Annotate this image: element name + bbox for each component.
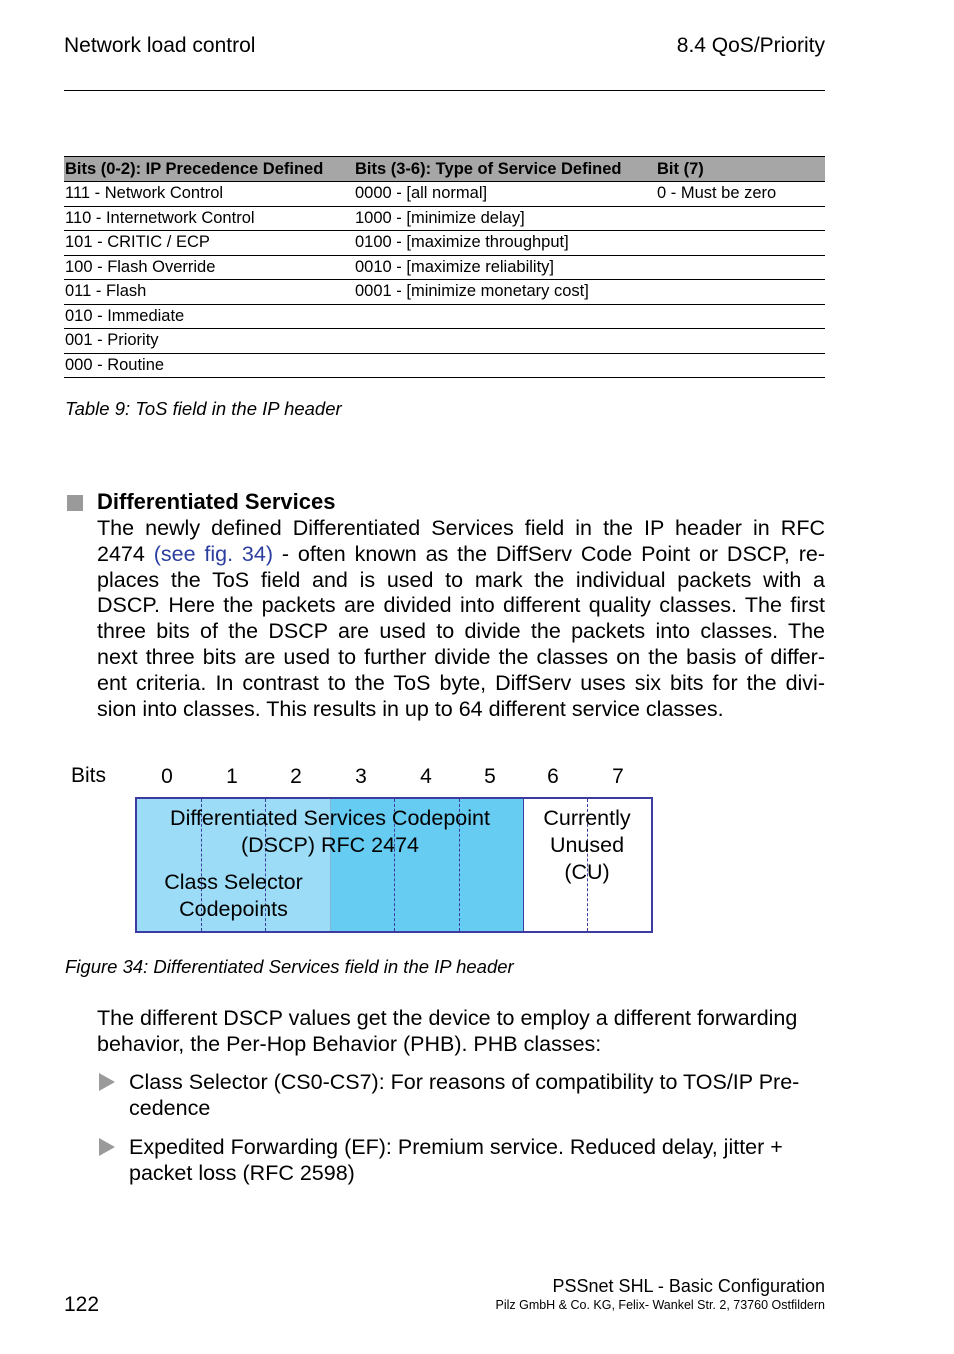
figure-link[interactable]: (see fig. 34) <box>153 541 274 566</box>
table-cell <box>656 329 825 354</box>
table-row <box>64 182 825 207</box>
tos-table <box>64 156 825 378</box>
list-bullet-icon <box>99 1073 115 1091</box>
paragraph-line: ent criteria. In contrast to the ToS byte, DiffServ uses six bits for the divi- <box>97 670 825 695</box>
bit-number: 1 <box>226 765 238 788</box>
paragraph-line <box>97 542 825 568</box>
bit-number: 5 <box>484 765 496 788</box>
table-caption: Table 9: ToS field in the IP header <box>65 398 342 419</box>
column-header: Bit (7) <box>656 157 825 182</box>
section-bullet-icon <box>67 495 83 511</box>
list-item-line: Expedited Forwarding (EF): Premium service. Reduced delay, jitter + <box>129 1135 783 1159</box>
table-cell <box>656 304 825 329</box>
ds-field-diagram <box>135 797 653 933</box>
table-cell: 001 - Priority <box>64 329 354 354</box>
phb-intro <box>97 1005 797 1057</box>
table-cell: 111 - Network Control <box>64 182 354 207</box>
bit-number: 4 <box>420 765 432 788</box>
paragraph-line: places the ToS field and is used to mark the individual packets with a <box>97 567 825 592</box>
table-row <box>64 255 825 280</box>
paragraph-line: DSCP. Here the packets are divided into different quality classes. The first <box>97 593 825 618</box>
list-bullet-icon <box>99 1138 115 1156</box>
table-row <box>64 304 825 329</box>
footer-doc-title: PSSnet SHL - Basic Configuration <box>552 1276 825 1296</box>
figure-caption: Figure 34: Differentiated Services field in the IP header <box>65 956 514 977</box>
table-cell <box>656 231 825 256</box>
table-cell: 100 - Flash Override <box>64 255 354 280</box>
bit-number: 3 <box>355 765 367 788</box>
list-item <box>129 1069 799 1121</box>
table-cell: 110 - Internetwork Control <box>64 206 354 231</box>
table-row <box>64 329 825 354</box>
table-cell <box>656 255 825 280</box>
paragraph-text: 2474 <box>97 541 154 566</box>
list-item <box>129 1134 783 1186</box>
table-cell: 0001 - [minimize monetary cost] <box>354 280 656 305</box>
bits-label: Bits <box>71 764 107 787</box>
table-cell <box>656 206 825 231</box>
list-item-line: cedence <box>129 1096 211 1120</box>
bit-number: 2 <box>290 765 302 788</box>
paragraph-text: - often known as the DiffServ Code Point or DSCP, re- <box>273 541 826 566</box>
table-row <box>64 280 825 305</box>
table-cell <box>354 353 656 378</box>
table-cell: 0000 - [all normal] <box>354 182 656 207</box>
table-cell: 0100 - [maximize throughput] <box>354 231 656 256</box>
table-cell <box>656 353 825 378</box>
bit-number: 7 <box>612 765 624 788</box>
column-header: Bits (0-2): IP Precedence Defined <box>64 157 354 182</box>
column-header: Bits (3-6): Type of Service Defined <box>354 157 656 182</box>
bit-number: 0 <box>161 765 173 788</box>
unused-label-line2: Unused <box>549 833 625 857</box>
paragraph-line: The newly defined Differentiated Services field in the IP header in RFC <box>97 516 825 540</box>
paragraph-line: sion into classes. This results in up to 64 different service classes. <box>97 696 724 721</box>
footer-publisher: Pilz GmbH & Co. KG, Felix- Wankel Str. 2, 73760 Ostfildern <box>495 1298 825 1312</box>
table-cell <box>354 304 656 329</box>
dscp-label-line2: (DSCP) RFC 2474 <box>240 833 419 857</box>
paragraph-line: next three bits are used to further divide the classes on the basis of differ- <box>97 644 825 669</box>
table-cell: 010 - Immediate <box>64 304 354 329</box>
section-paragraph <box>97 516 825 722</box>
table-row <box>64 231 825 256</box>
running-header-section: 8.4 QoS/Priority <box>676 34 825 57</box>
table-cell: 101 - CRITIC / ECP <box>64 231 354 256</box>
table-cell: 000 - Routine <box>64 353 354 378</box>
class-selector-label-line2: Codepoints <box>179 897 288 921</box>
paragraph-line: three bits of the DSCP are used to divide the packets into classes. The <box>97 619 825 644</box>
table-cell <box>354 329 656 354</box>
class-selector-label-line1: Class Selector <box>164 870 303 894</box>
table-cell <box>656 280 825 305</box>
unused-label-line3: (CU) <box>564 860 610 884</box>
table-cell: 1000 - [minimize delay] <box>354 206 656 231</box>
table-cell: 0 - Must be zero <box>656 182 825 207</box>
list-item-line: Class Selector (CS0-CS7): For reasons of compatibility to TOS/IP Pre- <box>129 1070 800 1094</box>
header-rule <box>64 90 825 91</box>
dscp-label-line1: Differentiated Services Codepoint <box>170 806 490 830</box>
running-header-chapter: Network load control <box>64 34 256 57</box>
table-cell: 011 - Flash <box>64 280 354 305</box>
page-number: 122 <box>64 1293 100 1316</box>
unused-label-line1: Currently <box>543 806 631 830</box>
table-row <box>64 353 825 378</box>
section-heading: Differentiated Services <box>97 489 336 514</box>
bit-number: 6 <box>547 765 559 788</box>
table-row <box>64 206 825 231</box>
paragraph-line: behavior, the Per-Hop Behavior (PHB). PHB classes: <box>97 1032 602 1056</box>
table-header-row <box>64 157 825 182</box>
table-cell: 0010 - [maximize reliability] <box>354 255 656 280</box>
list-item-line: packet loss (RFC 2598) <box>129 1161 355 1185</box>
paragraph-line: The different DSCP values get the device to employ a different forwarding <box>97 1006 798 1030</box>
